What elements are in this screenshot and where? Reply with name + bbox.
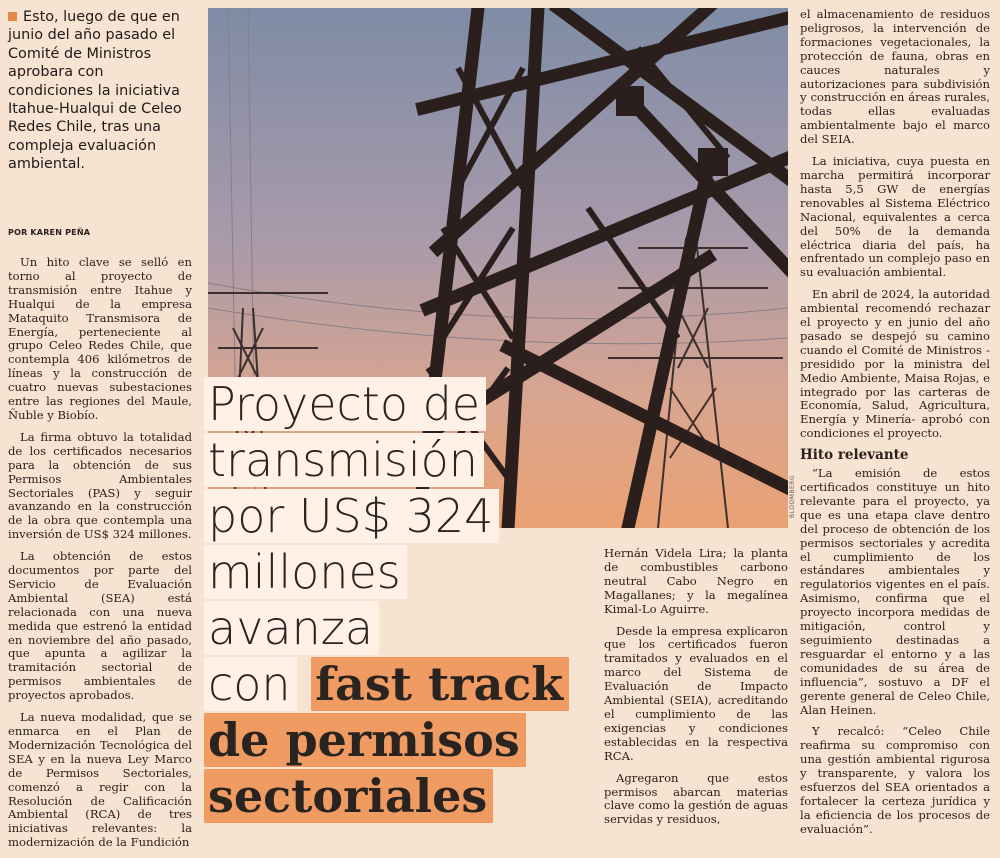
headline-line: transmisión — [204, 433, 484, 487]
square-bullet-icon — [8, 12, 17, 21]
paragraph: Y recalcó: “Celeo Chile reafirma su compromiso con una gestión ambiental rigurosa y transparente, y valora los esfuerzos del SEA orientados a fortalecer la certeza jurídica y la eficiencia de los procesos de evaluación”. — [800, 724, 990, 836]
article-column-3 — [800, 8, 990, 845]
headline-line: Proyecto de — [204, 377, 486, 431]
article-column-2 — [604, 547, 788, 835]
headline-highlight: de permisos — [204, 713, 526, 767]
paragraph: La obtención de estos documentos por parte del Servicio de Evaluación Ambiental (SEA) está relacionada con una nueva medida que estrenó la entidad en noviembre del año pasado, que apunta a agilizar la tramitación sectorial de permisos ambientales de proyectos aprobados. — [8, 549, 192, 703]
paragraph: En abril de 2024, la autoridad ambiental recomendó rechazar el proyecto y en junio del año pasado se despejó su camino cuando el Comité de Ministros -presidido por la ministra del Medio Ambiente, Maisa Rojas, e integrado por las carteras de Economía, Salud, Agricultura, Energía y Minería- aprobó con condiciones el proyecto. — [800, 287, 990, 441]
headline-line: con — [204, 657, 297, 711]
photo-credit: BLOOMBERG — [789, 474, 796, 518]
paragraph: “La emisión de estos certificados constituye un hito relevante para el proyecto, ya que es una etapa clave dentro del proceso de obtención de los permisos sectoriales y acredita el cumplimiento de los estándares ambientales y regulatorios vigentes en el país. Asimismo, confirma que el proyecto incorpora medidas de mitigación, control y seguimiento destinadas a resguardar el entorno y a las comunidades de su área de influencia”, sostuvo a DF el gerente general de Celeo Chile, Alan Heinen. — [800, 466, 990, 717]
paragraph: La iniciativa, cuya puesta en marcha permitirá incorporar hasta 5,5 GW de energías renovables al Sistema Eléctrico Nacional, equivalentes a cerca del 50% de la demanda eléctrica diaria del país, ha enfrentado un complejo paso en su evaluación ambiental. — [800, 154, 990, 280]
paragraph: Agregaron que estos permisos abarcan materias clave como la gestión de aguas servidas y residuos, — [604, 770, 788, 827]
section-subheading: Hito relevante — [800, 447, 909, 464]
paragraph: Desde la empresa explicaron que los certificados fueron tramitados y evaluados en el marco del Sistema de Evaluación de Impacto Ambiental (SEIA), acreditando el cumplimiento de las exigencias y condiciones establecidas en la respectiva RCA. — [604, 623, 788, 763]
lead-text: Esto, luego de que en junio del año pasado el Comité de Ministros aprobara con condiciones la iniciativa Itahue-Hualqui de Celeo Redes Chile, tras una compleja evaluación ambiental. — [8, 9, 182, 173]
paragraph: el almacenamiento de residuos peligrosos, la intervención de formaciones vegetacionales, la protección de fauna, obras en cauces naturales y autorizaciones para subdivisión y construcción en áreas rurales, todas ellas evaluadas ambientalmente bajo el marco del SEIA. — [800, 7, 990, 147]
headline-highlight: sectoriales — [204, 769, 493, 823]
article-column-1 — [8, 256, 192, 858]
headline-line: por US$ 324 — [204, 489, 499, 543]
paragraph: Hernán Videla Lira; la planta de combustibles carbono neutral Cabo Negro en Magallanes; y la megalínea Kimal-Lo Aguirre. — [604, 546, 788, 616]
headline-highlight: fast track — [311, 657, 569, 711]
paragraph: Un hito clave se selló en torno al proyecto de transmisión entre Itahue y Hualqui de la empresa Mataquito Transmisora de Energía, perteneciente al grupo Celeo Redes Chile, que contempla 406 kilómetros de líneas y la construcción de cuatro nuevas subestaciones entre las regiones del Maule, Ñuble y Biobío. — [8, 255, 192, 422]
headline — [204, 376, 584, 824]
paragraph: La firma obtuvo la totalidad de los certificados necesarios para la obtención de sus Permisos Ambientales Sectoriales (PAS) y seguir avanzando en la construcción de la obra que contempla una inversión de US$ 324 millones. — [8, 429, 192, 542]
byline: POR KAREN PEÑA — [8, 228, 91, 237]
lead-summary — [8, 8, 186, 174]
paragraph: La nueva modalidad, que se enmarca en el Plan de Modernización Tecnológica del SEA y en la nueva Ley Marco de Permisos Sectoriales, comenzó a regir con la Resolución de Calificación Ambiental (RCA) de tres iniciativas relevantes: la modernización de la Fundición — [8, 710, 192, 850]
headline-line: millones avanza — [204, 545, 407, 655]
